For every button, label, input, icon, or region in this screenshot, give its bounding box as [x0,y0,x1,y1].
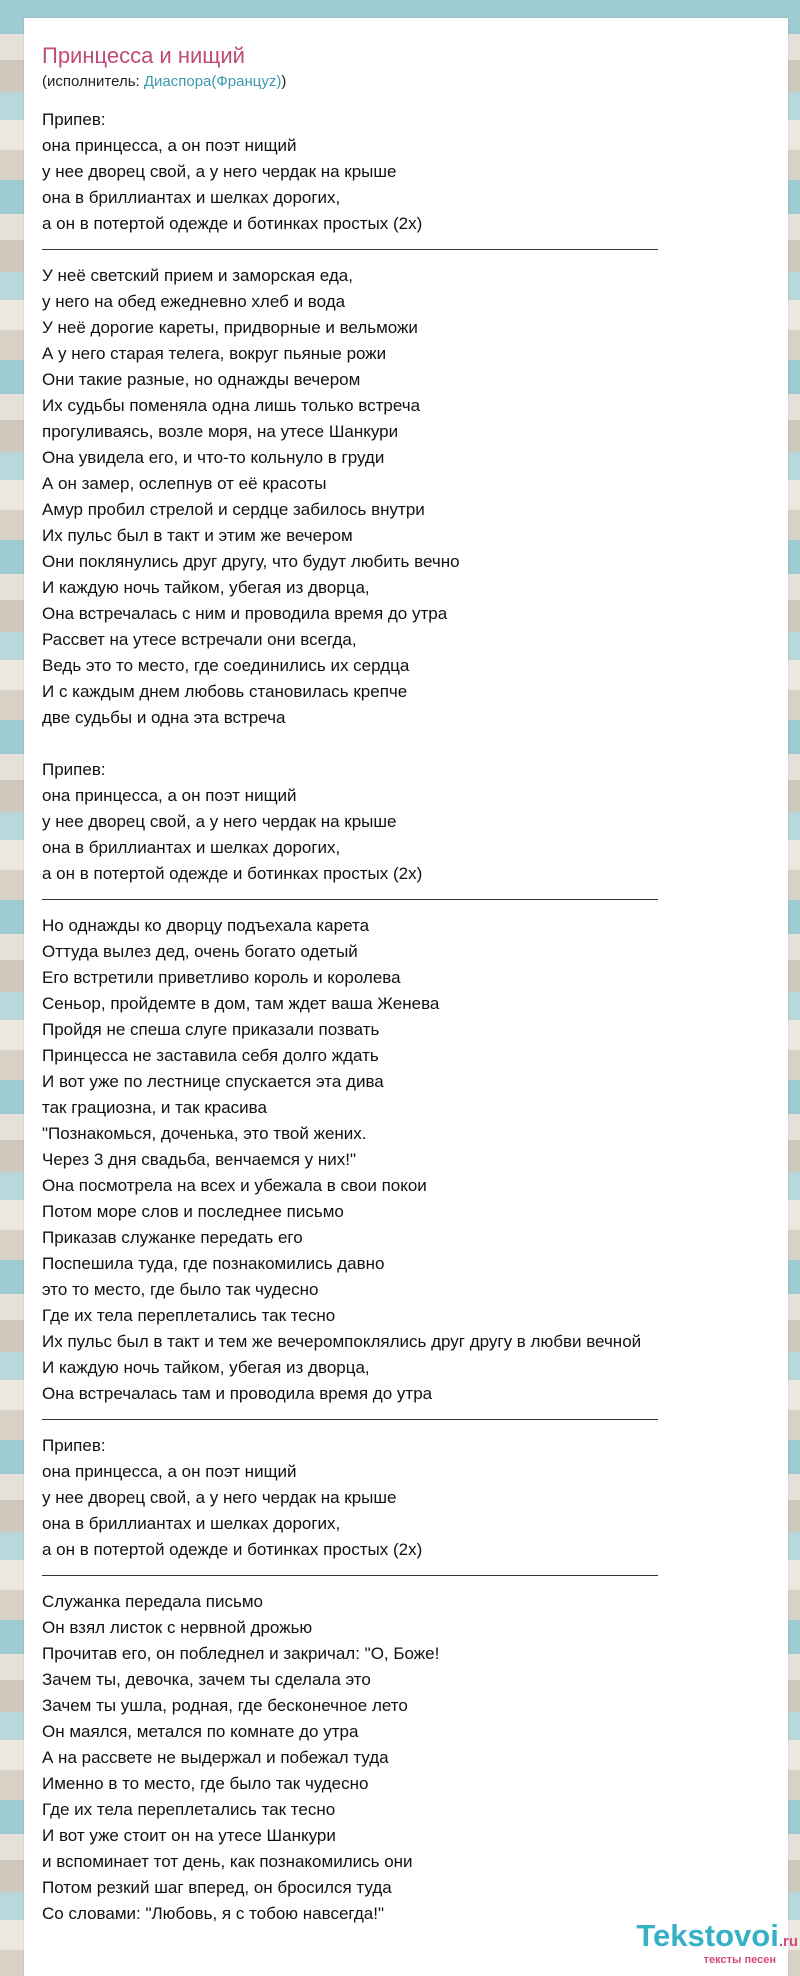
lyric-line: Она посмотрела на всех и убежала в свои покои [42,1176,427,1195]
lyric-line: Со словами: "Любовь, я с тобою навсегда!" [42,1904,384,1923]
lyric-line: И вот уже стоит он на утесе Шанкури [42,1826,336,1845]
artist-link[interactable]: Диаспора(Францyz) [143,73,282,90]
blank-line [42,731,782,757]
lyric-line: она принцесса, а он поэт нищий [42,1462,297,1481]
section-divider-wrap [42,887,782,913]
lyric-line: Служанка передала письмо [42,1592,263,1611]
lyric-line: а он в потертой одежде и ботинках простых (2х) [42,864,423,883]
lyric-line: Принцесса не заставила себя долго ждать [42,1046,379,1065]
lyric-line: Пройдя не спеша слуге приказали позвать [42,1020,380,1039]
lyric-line: она в бриллиантах и шелках дорогих, [42,1514,341,1533]
section-divider [42,1419,658,1420]
lyric-line: а он в потертой одежде и ботинках простых (2х) [42,214,423,233]
lyrics-card [24,18,798,1976]
song-title: Принцесса и нищий [42,43,245,68]
lyric-line: Они поклянулись друг другу, что будут любить вечно [42,552,460,571]
lyric-line: Оттуда вылез дед, очень богато одетый [42,942,358,961]
lyric-line: Амур пробил стрелой и сердце забилось внутри [42,500,425,519]
lyric-line: Их пульс был в такт и тем же вечеромпоклялись друг другу в любви вечной [42,1332,642,1351]
lyric-line: Но однажды ко дворцу подъехала карета [42,916,370,935]
logo-tagline: тексты песен [703,1954,776,1966]
lyric-line: Припев: [42,1436,106,1455]
logo-tld: .ru [778,1933,798,1950]
lyric-line: Сеньор, пройдемте в дом, там ждет ваша Женева [42,994,440,1013]
section-divider-wrap [42,1407,782,1433]
section-divider [42,1575,658,1576]
lyric-line: Она встречалась там и проводила время до утра [42,1384,433,1403]
lyric-line: И вот уже по лестнице спускается эта дива [42,1072,384,1091]
lyric-line: она в бриллиантах и шелках дорогих, [42,188,341,207]
lyric-line: Именно в то место, где было так чудесно [42,1774,369,1793]
lyric-line: две судьбы и одна эта встреча [42,708,286,727]
lyric-line: Прочитав его, он побледнел и закричал: "О, Боже! [42,1644,440,1663]
lyric-line: Их судьбы поменяла одна лишь только встреча [42,396,421,415]
lyric-line: Зачем ты, девочка, зачем ты сделала это [42,1670,371,1689]
section-divider [42,249,658,250]
section-divider [42,899,658,900]
logo-name: Tekstovoi [636,1918,779,1953]
lyric-line: Его встретили приветливо король и королева [42,968,401,987]
lyric-line: у нее дворец свой, а у него чердак на крыше [42,812,397,831]
lyric-line: И каждую ночь тайком, убегая из дворца, [42,578,370,597]
lyric-line: Ведь это то место, где соединились их сердца [42,656,410,675]
lyric-line: А он замер, ослепнув от её красоты [42,474,327,493]
lyric-line: У неё дорогие кареты, придворные и вельможи [42,318,418,337]
lyric-line: Припев: [42,760,106,779]
lyric-line: Потом море слов и последнее письмо [42,1202,344,1221]
lyric-line: это то место, где было так чудесно [42,1280,319,1299]
lyric-line: а он в потертой одежде и ботинках простых (2х) [42,1540,423,1559]
lyric-line: Приказав служанке передать его [42,1228,303,1247]
lyric-line: И с каждым днем любовь становилась крепче [42,682,408,701]
lyric-line: Зачем ты ушла, родная, где бесконечное лето [42,1696,408,1715]
lyric-line: Через 3 дня свадьба, венчаемся у них!" [42,1150,357,1169]
lyric-line: А у него старая телега, вокруг пьяные рожи [42,344,387,363]
lyric-line: она принцесса, а он поэт нищий [42,786,297,805]
lyric-line: у нее дворец свой, а у него чердак на крыше [42,1488,397,1507]
lyric-line: У неё светский прием и заморская еда, [42,266,353,285]
lyric-line: Она увидела его, и что-то кольнуло в груди [42,448,385,467]
artist-prefix: (исполнитель: [42,73,144,90]
lyric-line: Где их тела переплетались так тесно [42,1800,336,1819]
lyric-line: Поспешила туда, где познакомились давно [42,1254,385,1273]
lyric-line: она принцесса, а он поэт нищий [42,136,297,155]
lyric-line: Он взял листок с нервной дрожью [42,1618,313,1637]
lyric-line: Он маялся, метался по комнате до утра [42,1722,359,1741]
section-divider-wrap [42,237,782,263]
lyric-line: Припев: [42,110,106,129]
lyric-line: прогуливаясь, возле моря, на утесе Шанкури [42,422,399,441]
artist-line [42,72,286,92]
lyric-line: так грациозна, и так красива [42,1098,267,1117]
lyric-line: у нее дворец свой, а у него чердак на крыше [42,162,397,181]
lyric-line: она в бриллиантах и шелках дорогих, [42,838,341,857]
site-logo[interactable] [568,1916,798,1976]
lyric-line: Они такие разные, но однажды вечером [42,370,361,389]
lyric-line: и вспоминает тот день, как познакомились они [42,1852,413,1871]
lyric-line: Где их тела переплетались так тесно [42,1306,336,1325]
lyrics-body [42,107,782,1927]
lyric-line: у него на обед ежедневно хлеб и вода [42,292,346,311]
section-divider-wrap [42,1563,782,1589]
lyric-line: Их пульс был в такт и этим же вечером [42,526,353,545]
artist-suffix: ) [281,73,287,90]
lyric-line: Рассвет на утесе встречали они всегда, [42,630,357,649]
lyric-line: И каждую ночь тайком, убегая из дворца, [42,1358,370,1377]
lyric-line: Она встречалась с ним и проводила время до утра [42,604,448,623]
lyric-line: Потом резкий шаг вперед, он бросился туда [42,1878,392,1897]
lyric-line: А на рассвете не выдержал и побежал туда [42,1748,389,1767]
lyric-line: "Познакомься, доченька, это твой жених. [42,1124,367,1143]
